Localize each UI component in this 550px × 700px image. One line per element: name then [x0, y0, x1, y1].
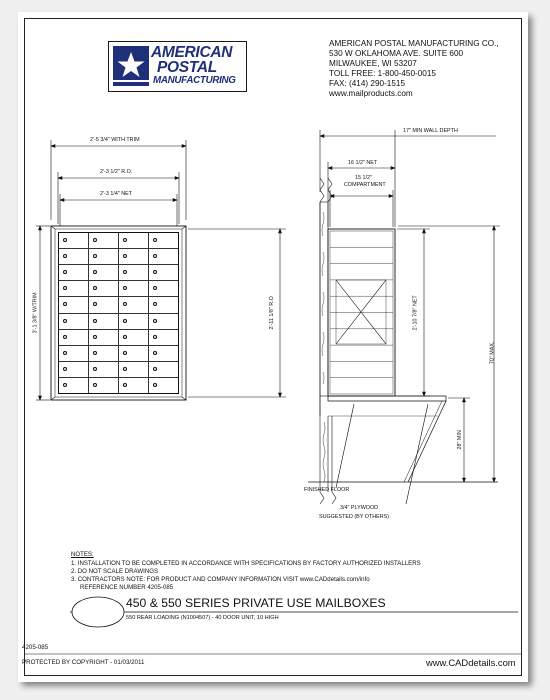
drawing-sheet [18, 12, 528, 682]
mailbox-door [89, 378, 118, 393]
dim-net-depth: 16 1/2" NET [348, 160, 378, 166]
door-lock-icon [123, 254, 127, 258]
drawing-title: 450 & 550 SERIES PRIVATE USE MAILBOXES [126, 596, 386, 610]
mailbox-door [89, 265, 118, 280]
drawing-subtitle: 550 REAR LOADING (N1004507) - 40 DOOR UNIT, 10 HIGH [126, 615, 279, 621]
door-lock-icon [63, 335, 67, 339]
door-lock-icon [63, 302, 67, 306]
company-address-1: 530 W OKLAHOMA AVE. SUITE 600 [329, 49, 464, 58]
mailbox-door [89, 346, 118, 361]
mailbox-door [149, 249, 178, 264]
door-lock-icon [63, 254, 67, 258]
mailbox-door [59, 233, 88, 248]
mailbox-door [149, 297, 178, 312]
mailbox-door [89, 297, 118, 312]
mailbox-door [119, 346, 148, 361]
mailbox-door [59, 362, 88, 377]
company-name: AMERICAN POSTAL MANUFACTURING CO., [329, 39, 499, 48]
door-lock-icon [63, 351, 67, 355]
mailbox-door [119, 314, 148, 329]
door-lock-icon [153, 270, 157, 274]
mailbox-door [119, 378, 148, 393]
dim-height-with-trim: 3'-1 3/8" W/TRIM [32, 292, 39, 334]
door-lock-icon [63, 286, 67, 290]
mailbox-door [59, 281, 88, 296]
dim-width-with-trim: 2'-5 3/4" WITH TRIM [90, 137, 140, 143]
note-item-1: 1. INSTALLATION TO BE COMPLETED IN ACCORDANCE WITH SPECIFICATIONS BY FACTORY AUTHORIZED INSTALLERS [71, 560, 421, 567]
mailbox-door [59, 378, 88, 393]
mailbox-door [149, 233, 178, 248]
mailbox-door [89, 314, 118, 329]
mailbox-door-grid [58, 232, 179, 394]
note-item-2: 2. DO NOT SCALE DRAWINGS [71, 568, 159, 575]
footer-copyright: PROTECTED BY COPYRIGHT - 01/03/2011 [22, 659, 145, 666]
label-plywood: 3/4" PLYWOOD [340, 505, 379, 511]
mailbox-door [59, 330, 88, 345]
mailbox-door [59, 297, 88, 312]
company-website-link[interactable]: www.mailproducts.com [329, 89, 413, 98]
mailbox-door [149, 378, 178, 393]
mailbox-door [149, 330, 178, 345]
mailbox-door [119, 265, 148, 280]
door-lock-icon [93, 254, 97, 258]
door-lock-icon [123, 367, 127, 371]
mailbox-door [59, 314, 88, 329]
mailbox-door [119, 297, 148, 312]
label-finished-floor: FINISHED FLOOR [304, 487, 350, 493]
star-logo-mark [113, 46, 149, 86]
company-fax: FAX: (414) 290-1515 [329, 79, 406, 88]
door-lock-icon [93, 286, 97, 290]
mailbox-door [59, 249, 88, 264]
door-lock-icon [153, 383, 157, 387]
door-lock-icon [153, 286, 157, 290]
door-lock-icon [153, 351, 157, 355]
door-lock-icon [153, 335, 157, 339]
dim-compartment-value: 15 1/2" [355, 175, 372, 181]
dim-height-net: 2'-10 7/8" NET [412, 295, 419, 331]
door-lock-icon [123, 335, 127, 339]
door-lock-icon [123, 270, 127, 274]
dim-max-height: 70" MAX. [489, 341, 496, 365]
door-lock-icon [153, 319, 157, 323]
door-lock-icon [93, 302, 97, 306]
mailbox-door [149, 362, 178, 377]
company-address-2: MILWAUKEE, WI 53207 [329, 59, 417, 68]
door-lock-icon [153, 367, 157, 371]
mailbox-door [149, 265, 178, 280]
door-lock-icon [123, 286, 127, 290]
door-lock-icon [153, 238, 157, 242]
footer-website-link[interactable]: www.CADdetails.com [426, 657, 516, 668]
door-lock-icon [93, 335, 97, 339]
notes-heading: NOTES: [71, 551, 94, 558]
door-lock-icon [93, 270, 97, 274]
mailbox-door [59, 265, 88, 280]
mailbox-door [119, 330, 148, 345]
dim-width-net: 2'-3 1/4" NET [100, 191, 133, 197]
mailbox-door [89, 330, 118, 345]
star-icon [113, 46, 149, 86]
door-lock-icon [153, 302, 157, 306]
company-tollfree: TOLL FREE: 1-800-450-0015 [329, 69, 436, 78]
company-logo [108, 41, 247, 92]
mailbox-door [89, 249, 118, 264]
door-lock-icon [123, 383, 127, 387]
door-lock-icon [93, 319, 97, 323]
door-lock-icon [63, 367, 67, 371]
mailbox-door [149, 346, 178, 361]
mailbox-door [119, 249, 148, 264]
mailbox-door [119, 281, 148, 296]
logo-text-american: AMERICAN [151, 44, 233, 61]
note-item-3: 3. CONTRACTORS NOTE: FOR PRODUCT AND COMPANY INFORMATION VISIT www.CADdetails.com/info [71, 576, 370, 583]
logo-text-manufacturing: MANUFACTURING [153, 75, 236, 86]
door-lock-icon [153, 254, 157, 258]
dim-min-height: 28" MIN [456, 430, 463, 450]
mailbox-door [89, 362, 118, 377]
door-lock-icon [123, 238, 127, 242]
mailbox-door [119, 233, 148, 248]
dim-height-ro: 2'-11 1/8" R.O [268, 296, 275, 330]
footer-reference-number: 4205-085 [22, 644, 49, 651]
dim-min-wall-depth: 17" MIN WALL DEPTH [403, 128, 458, 134]
dim-width-ro: 2'-3 1/2" R.O. [100, 169, 133, 175]
door-lock-icon [63, 238, 67, 242]
mailbox-door [89, 233, 118, 248]
mailbox-door [149, 314, 178, 329]
label-suggested-by-others: SUGGESTED (BY OTHERS) [319, 514, 389, 520]
mailbox-door [59, 346, 88, 361]
door-lock-icon [93, 238, 97, 242]
door-lock-icon [93, 351, 97, 355]
dim-compartment-label: COMPARTMENT [344, 182, 386, 188]
door-lock-icon [93, 367, 97, 371]
mailbox-door [149, 281, 178, 296]
door-lock-icon [63, 319, 67, 323]
logo-text-postal: POSTAL [157, 59, 217, 76]
mailbox-door [119, 362, 148, 377]
door-lock-icon [93, 383, 97, 387]
door-lock-icon [63, 383, 67, 387]
note-reference-number: REFERENCE NUMBER 4205-085 [80, 584, 174, 591]
door-lock-icon [63, 270, 67, 274]
door-lock-icon [123, 302, 127, 306]
mailbox-door [89, 281, 118, 296]
door-lock-icon [123, 351, 127, 355]
door-lock-icon [123, 319, 127, 323]
